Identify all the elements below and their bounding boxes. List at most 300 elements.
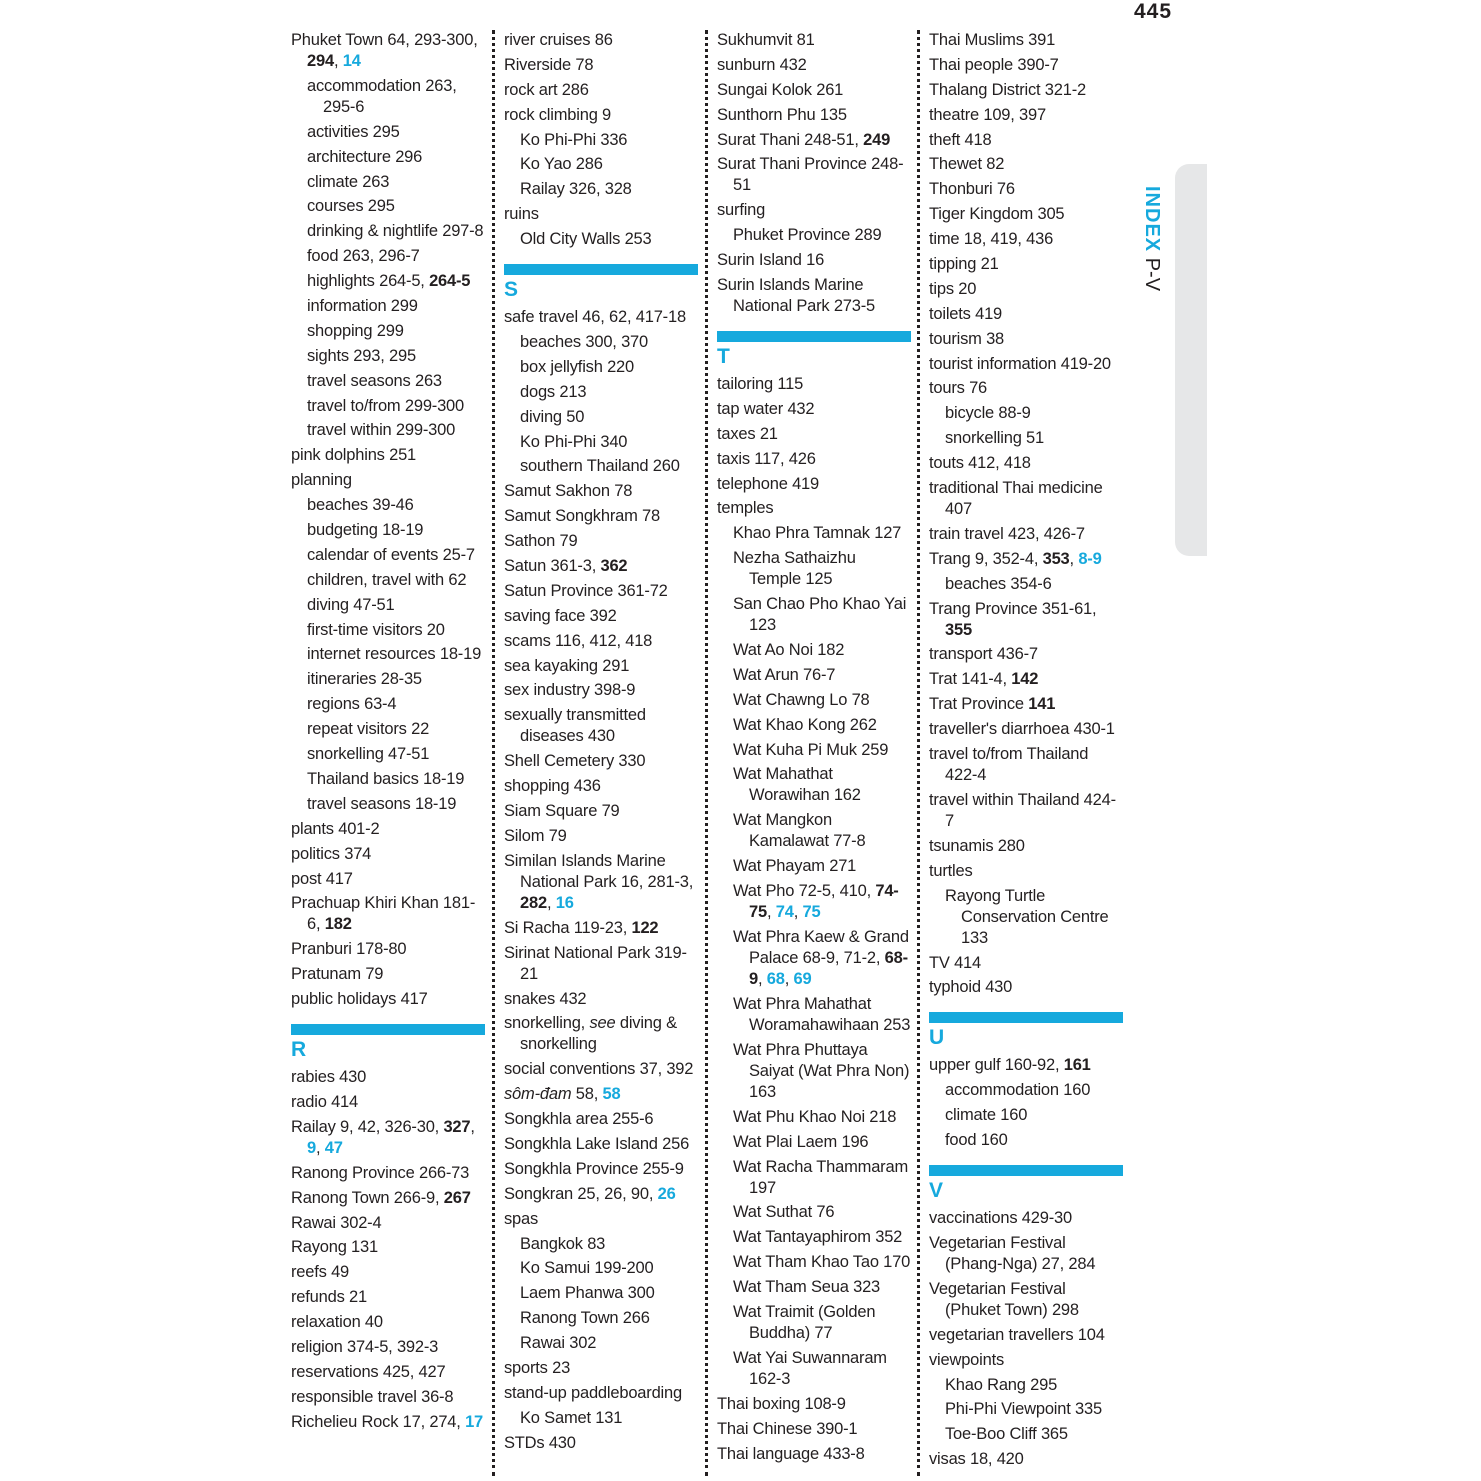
page-ref-map: 14 (342, 52, 361, 70)
entry-text: travel seasons 18-19 (307, 794, 457, 813)
index-subentry (291, 246, 485, 267)
entry-text: food 160 (945, 1131, 1008, 1150)
index-subentry (717, 1132, 911, 1153)
index-entry (929, 304, 1123, 325)
index-entry (929, 744, 1123, 786)
entry-text: theatre 109, 397 (929, 105, 1046, 124)
index-entry (504, 851, 698, 914)
index-entry (929, 1208, 1123, 1229)
entry-text: Ko Phi-Phi 336 (520, 130, 628, 149)
entry-text: stand-up paddleboarding (504, 1383, 682, 1402)
index-subentry (929, 1424, 1123, 1445)
entry-text: Wat Traimit (Golden Buddha) 77 (733, 1302, 876, 1342)
index-entry (929, 80, 1123, 101)
entry-text: STDs 430 (504, 1433, 576, 1452)
entry-text: , (757, 970, 767, 989)
index-column-1 (291, 30, 485, 1437)
entry-text: time 18, 419, 436 (929, 230, 1054, 249)
entry-text: Wat Tantayaphirom 352 (733, 1228, 903, 1247)
entry-text: Satun Province 361-72 (504, 581, 668, 600)
entry-text: Shell Cemetery 330 (504, 752, 646, 771)
entry-text: Khao Phra Tamnak 127 (733, 524, 902, 543)
entry-text: Thai Chinese 390-1 (717, 1419, 858, 1438)
entry-text: traveller's diarrhoea 430-1 (929, 720, 1115, 739)
index-subentry (291, 595, 485, 616)
index-subentry (929, 428, 1123, 449)
index-subentry (291, 545, 485, 566)
index-entry (504, 1209, 698, 1230)
entry-text: saving face 392 (504, 606, 617, 625)
entry-text: touts 412, 418 (929, 454, 1031, 473)
index-entry (504, 581, 698, 602)
entry-text: Phuket Town 64, 293-300, (291, 31, 478, 49)
entry-text: Wat Tham Khao Tao 170 (733, 1253, 911, 1272)
entry-text: religion 374-5, 392-3 (291, 1337, 439, 1356)
entry-text: Wat Tham Seua 323 (733, 1278, 881, 1297)
entry-text-italic: see (589, 1014, 616, 1033)
index-subentry (291, 719, 485, 740)
entry-text: transport 436-7 (929, 645, 1038, 664)
entry-text: Nezha Sathaizhu Temple 125 (733, 549, 856, 589)
index-entry (929, 549, 1123, 570)
index-subentry (291, 669, 485, 690)
index-entry (291, 1387, 485, 1408)
entry-text: surfing (717, 201, 766, 220)
index-subentry (291, 620, 485, 641)
index-entry (291, 1188, 485, 1209)
index-subentry (717, 594, 911, 636)
entry-text: Wat Racha Thammaram 197 (733, 1157, 909, 1197)
entry-text: Railay 9, 42, 326-30, (291, 1117, 444, 1136)
entry-text: relaxation 40 (291, 1313, 383, 1332)
index-entry (717, 275, 911, 317)
index-subentry (291, 520, 485, 541)
entry-text: tips 20 (929, 279, 977, 298)
entry-text: repeat visitors 22 (307, 720, 430, 739)
page-ref-map: 8-9 (1078, 549, 1102, 568)
index-entry (929, 524, 1123, 545)
index-entry (929, 378, 1123, 399)
index-entry (504, 531, 698, 552)
entry-text: rock art 286 (504, 80, 589, 99)
entry-text: Surat Thani Province 248-51 (717, 155, 904, 195)
index-entry (717, 154, 911, 196)
index-subentry (929, 1105, 1123, 1126)
letter-heading-bar (929, 1165, 1123, 1176)
entry-text: Vegetarian Festival (Phang-Nga) 27, 284 (929, 1233, 1096, 1273)
entry-text: Ranong Province 266-73 (291, 1163, 470, 1182)
entry-text: Thewet 82 (929, 155, 1005, 174)
index-entry (291, 869, 485, 890)
index-subentry (504, 179, 698, 200)
entry-text: shopping 436 (504, 777, 601, 796)
entry-text: , (766, 903, 776, 922)
entry-text: rabies 430 (291, 1068, 367, 1087)
page-ref-map: 17 (465, 1412, 484, 1431)
index-entry (504, 705, 698, 747)
page-ref-bold: 182 (324, 915, 352, 934)
entry-text: activities 295 (307, 122, 400, 141)
entry-text: public holidays 417 (291, 990, 428, 1009)
index-entry (291, 445, 485, 466)
index-entry (291, 1067, 485, 1088)
index-subentry (717, 1252, 911, 1273)
index-subentry (929, 1080, 1123, 1101)
index-entry (291, 1412, 485, 1433)
entry-text: Thai boxing 108-9 (717, 1394, 846, 1413)
page-ref-map: 69 (793, 970, 812, 989)
entry-text: Sirinat National Park 319-21 (504, 943, 687, 983)
entry-text: Ko Phi-Phi 340 (520, 432, 628, 451)
entry-text: tailoring 115 (717, 375, 804, 394)
entry-text: Surin Islands Marine National Park 273-5 (717, 276, 876, 316)
index-entry (504, 556, 698, 577)
index-subentry (504, 1258, 698, 1279)
index-entry (717, 55, 911, 76)
entry-text: Thalang District 321-2 (929, 80, 1087, 99)
page-ref-bold: 141 (1028, 695, 1056, 714)
letter-heading-label: V (929, 1179, 944, 1203)
index-side-tab-label (1141, 186, 1163, 291)
index-entry (717, 130, 911, 151)
entry-text: sunburn 432 (717, 55, 807, 74)
entry-text: , (1069, 549, 1079, 568)
index-entry (504, 1383, 698, 1404)
entry-text: diving & snorkelling (520, 1014, 677, 1054)
entry-text: Wat Ao Noi 182 (733, 641, 845, 660)
column-divider (705, 30, 708, 1476)
entry-text: Richelieu Rock 17, 274, (291, 1412, 466, 1431)
index-entry (929, 977, 1123, 998)
page-ref-map: 47 (324, 1138, 343, 1157)
entry-text: bicycle 88-9 (945, 404, 1031, 423)
entry-text: information 299 (307, 297, 418, 316)
entry-text: sea kayaking 291 (504, 656, 630, 675)
entry-text: taxes 21 (717, 424, 778, 443)
index-entry (504, 1433, 698, 1454)
index-subentry (717, 1227, 911, 1248)
entry-text: Wat Phu Khao Noi 218 (733, 1107, 897, 1126)
entry-text: snakes 432 (504, 989, 587, 1008)
index-entry (504, 631, 698, 652)
index-entry (929, 953, 1123, 974)
entry-text: typhoid 430 (929, 978, 1013, 997)
entry-text: Rayong 131 (291, 1238, 378, 1257)
index-entry (929, 229, 1123, 250)
entry-text: Wat Arun 76-7 (733, 665, 836, 684)
entry-text: , (546, 893, 556, 912)
entry-text: Tiger Kingdom 305 (929, 205, 1065, 224)
index-entry (504, 1109, 698, 1130)
entry-text: , (784, 970, 794, 989)
index-entry (929, 599, 1123, 641)
index-subentry (717, 1302, 911, 1344)
index-subentry (717, 715, 911, 736)
entry-text: Surat Thani 248-51, (717, 130, 864, 149)
entry-text: Wat Yai Suwannaram 162-3 (733, 1348, 887, 1388)
index-entry (929, 55, 1123, 76)
index-entry (929, 1325, 1123, 1346)
entry-text: Pranburi 178-80 (291, 940, 407, 959)
entry-text: Samut Songkhram 78 (504, 507, 660, 526)
entry-text: Thai language 433-8 (717, 1444, 865, 1463)
letter-heading-bar (717, 331, 911, 342)
entry-text: reservations 425, 427 (291, 1362, 446, 1381)
entry-text: taxis 117, 426 (717, 449, 816, 468)
entry-text: Pratunam 79 (291, 965, 384, 984)
index-subentry (291, 296, 485, 317)
index-subentry (717, 927, 911, 990)
entry-text: dogs 213 (520, 382, 587, 401)
page-number: 445 (1134, 0, 1173, 23)
entry-text: tourism 38 (929, 329, 1005, 348)
entry-text: Wat Chawng Lo 78 (733, 690, 870, 709)
index-subentry (291, 172, 485, 193)
index-entry (291, 1117, 485, 1159)
entry-text: tap water 432 (717, 399, 815, 418)
index-entry (504, 1059, 698, 1080)
entry-text: radio 414 (291, 1092, 359, 1111)
entry-text: Songkran 25, 26, 90, (504, 1184, 658, 1203)
index-entry (504, 1084, 698, 1105)
letter-heading-label: R (291, 1038, 307, 1062)
index-entry (504, 1013, 698, 1055)
entry-text: Wat Mangkon Kamalawat 77-8 (733, 811, 866, 851)
index-subentry (717, 764, 911, 806)
entry-text: diving 47-51 (307, 595, 395, 614)
entry-text: architecture 296 (307, 147, 423, 166)
index-entry (929, 694, 1123, 715)
index-side-tab (1175, 164, 1207, 556)
letter-heading (929, 1165, 1123, 1202)
index-entry (504, 751, 698, 772)
entry-text: diving 50 (520, 407, 585, 426)
index-subentry (291, 122, 485, 143)
index-subentry (717, 548, 911, 590)
index-subentry (929, 1130, 1123, 1151)
entry-text: calendar of events 25-7 (307, 545, 475, 564)
index-entry (717, 30, 911, 51)
entry-text: snorkelling, (504, 1014, 590, 1033)
index-entry (929, 130, 1123, 151)
entry-text: budgeting 18-19 (307, 521, 424, 540)
entry-text: social conventions 37, 392 (504, 1060, 694, 1079)
index-entry (929, 329, 1123, 350)
entry-text: courses 295 (307, 197, 395, 216)
index-entry (504, 989, 698, 1010)
entry-text: reefs 49 (291, 1263, 350, 1282)
column-divider (492, 30, 495, 1476)
index-entry (929, 154, 1123, 175)
index-entry (717, 80, 911, 101)
index-entry (717, 1419, 911, 1440)
letter-heading (504, 264, 698, 301)
entry-text: telephone 419 (717, 474, 819, 493)
page-ref-map: 9 (307, 1138, 316, 1157)
entry-text: southern Thailand 260 (520, 457, 680, 476)
entry-text: toilets 419 (929, 304, 1003, 323)
entry-text: highlights 264-5, (307, 272, 430, 291)
index-subentry (929, 886, 1123, 949)
entry-text: Ko Yao 286 (520, 155, 603, 174)
index-subentry (717, 1107, 911, 1128)
entry-text: Rayong Turtle Conservation Centre 133 (945, 886, 1109, 947)
index-entry (504, 1358, 698, 1379)
entry-text: Prachuap Khiri Khan 181-6, (291, 894, 476, 934)
index-entry (717, 474, 911, 495)
entry-text: vaccinations 429-30 (929, 1209, 1072, 1228)
entry-text: Sunthorn Phu 135 (717, 105, 847, 124)
index-subentry (291, 271, 485, 292)
entry-text: Surin Island 16 (717, 251, 825, 270)
page-ref-bold: 327 (443, 1117, 471, 1136)
index-entry (291, 1237, 485, 1258)
index-subentry (504, 1333, 698, 1354)
index-entry (504, 506, 698, 527)
entry-text: Railay 326, 328 (520, 180, 632, 199)
entry-text: Silom 79 (504, 826, 567, 845)
entry-text: children, travel with 62 (307, 570, 467, 589)
entry-text: accommodation 160 (945, 1081, 1091, 1100)
index-entry (504, 481, 698, 502)
entry-text: snorkelling 51 (945, 429, 1045, 448)
entry-text: rock climbing 9 (504, 105, 612, 124)
entry-text: Sungai Kolok 261 (717, 80, 844, 99)
index-entry (291, 1092, 485, 1113)
entry-text: climate 160 (945, 1106, 1028, 1125)
letter-heading-label: U (929, 1026, 945, 1050)
index-entry (291, 1213, 485, 1234)
page-ref-bold: 249 (863, 130, 891, 149)
index-subentry (504, 154, 698, 175)
entry-text: ruins (504, 205, 539, 224)
index-entry (929, 644, 1123, 665)
entry-text: Trat 141-4, (929, 670, 1012, 689)
index-entry (504, 80, 698, 101)
index-entry (504, 307, 698, 328)
entry-text: Old City Walls 253 (520, 230, 652, 249)
index-entry (291, 30, 485, 72)
index-column-3 (717, 30, 911, 1468)
entry-text: Phuket Province 289 (733, 226, 882, 245)
index-entry (291, 819, 485, 840)
index-entry (929, 790, 1123, 832)
index-entry (929, 254, 1123, 275)
entry-text: refunds 21 (291, 1288, 367, 1307)
index-entry (929, 204, 1123, 225)
entry-text: sights 293, 295 (307, 346, 416, 365)
entry-text-italic: sôm-đam (504, 1085, 572, 1104)
index-entry (929, 1055, 1123, 1076)
index-entry (504, 1184, 698, 1205)
index-entry (504, 943, 698, 985)
index-subentry (291, 420, 485, 441)
entry-text: Thai Muslims 391 (929, 31, 1056, 49)
side-tab-range: P-V (1141, 257, 1163, 292)
index-subentry (291, 744, 485, 765)
index-entry (929, 836, 1123, 857)
entry-text: Wat Suthat 76 (733, 1203, 835, 1222)
page-ref-bold: 353 (1042, 549, 1070, 568)
index-entry (717, 105, 911, 126)
index-entry (504, 680, 698, 701)
index-entry (717, 399, 911, 420)
index-entry (291, 989, 485, 1010)
entry-text: Songkhla Lake Island 256 (504, 1134, 690, 1153)
index-entry (929, 478, 1123, 520)
entry-text: sports 23 (504, 1358, 571, 1377)
entry-text: climate 263 (307, 172, 390, 191)
entry-text: snorkelling 47-51 (307, 745, 430, 764)
index-entry (291, 893, 485, 935)
index-subentry (504, 407, 698, 428)
index-entry (717, 449, 911, 470)
index-subentry (717, 994, 911, 1036)
letter-heading-bar (504, 264, 698, 275)
index-entry (717, 250, 911, 271)
entry-text: Vegetarian Festival (Phuket Town) 298 (929, 1279, 1079, 1319)
entry-text: travel within Thailand 424-7 (929, 790, 1116, 830)
entry-text: responsible travel 36-8 (291, 1387, 454, 1406)
page-ref-bold: 264-5 (429, 272, 471, 291)
letter-heading-bar (291, 1024, 485, 1035)
index-subentry (291, 396, 485, 417)
entry-text: Rawai 302-4 (291, 1213, 382, 1232)
page-ref-bold: 142 (1011, 670, 1039, 689)
index-entry (291, 939, 485, 960)
index-entry (291, 1312, 485, 1333)
entry-text: food 263, 296-7 (307, 247, 420, 266)
index-entry (504, 801, 698, 822)
entry-text: Riverside 78 (504, 55, 594, 74)
entry-text: travel to/from 299-300 (307, 396, 465, 415)
entry-text: Trang Province 351-61, (929, 599, 1097, 618)
entry-text: train travel 423, 426-7 (929, 524, 1085, 543)
index-subentry (291, 644, 485, 665)
index-subentry (717, 1348, 911, 1390)
index-entry (717, 498, 911, 519)
entry-text: Ranong Town 266 (520, 1309, 650, 1328)
page-ref-map: 58 (602, 1085, 621, 1104)
entry-text: TV 414 (929, 953, 981, 972)
index-subentry (291, 694, 485, 715)
index-subentry (717, 523, 911, 544)
entry-text: spas (504, 1209, 539, 1228)
entry-text: river cruises 86 (504, 31, 613, 49)
entry-text: Wat Phayam 271 (733, 857, 857, 876)
entry-text: tipping 21 (929, 255, 999, 274)
page-ref-bold: 294 (307, 52, 334, 70)
index-entry (504, 105, 698, 126)
index-subentry (717, 225, 911, 246)
page-ref-bold: 68-9 (749, 949, 908, 989)
entry-text: traditional Thai medicine 407 (929, 479, 1103, 519)
index-subentry (717, 690, 911, 711)
entry-text: Wat Pho 72-5, 410, (733, 882, 876, 901)
entry-text: pink dolphins 251 (291, 446, 417, 465)
index-subentry (291, 495, 485, 516)
index-subentry (504, 456, 698, 477)
index-subentry (929, 403, 1123, 424)
index-subentry (929, 1399, 1123, 1420)
entry-text: travel to/from Thailand 422-4 (929, 745, 1089, 785)
index-entry (929, 1279, 1123, 1321)
entry-text: Thailand basics 18-19 (307, 769, 465, 788)
entry-text: Toe-Boo Cliff 365 (945, 1425, 1068, 1444)
entry-text: beaches 354-6 (945, 574, 1052, 593)
index-entry (929, 1350, 1123, 1371)
index-entry (929, 105, 1123, 126)
